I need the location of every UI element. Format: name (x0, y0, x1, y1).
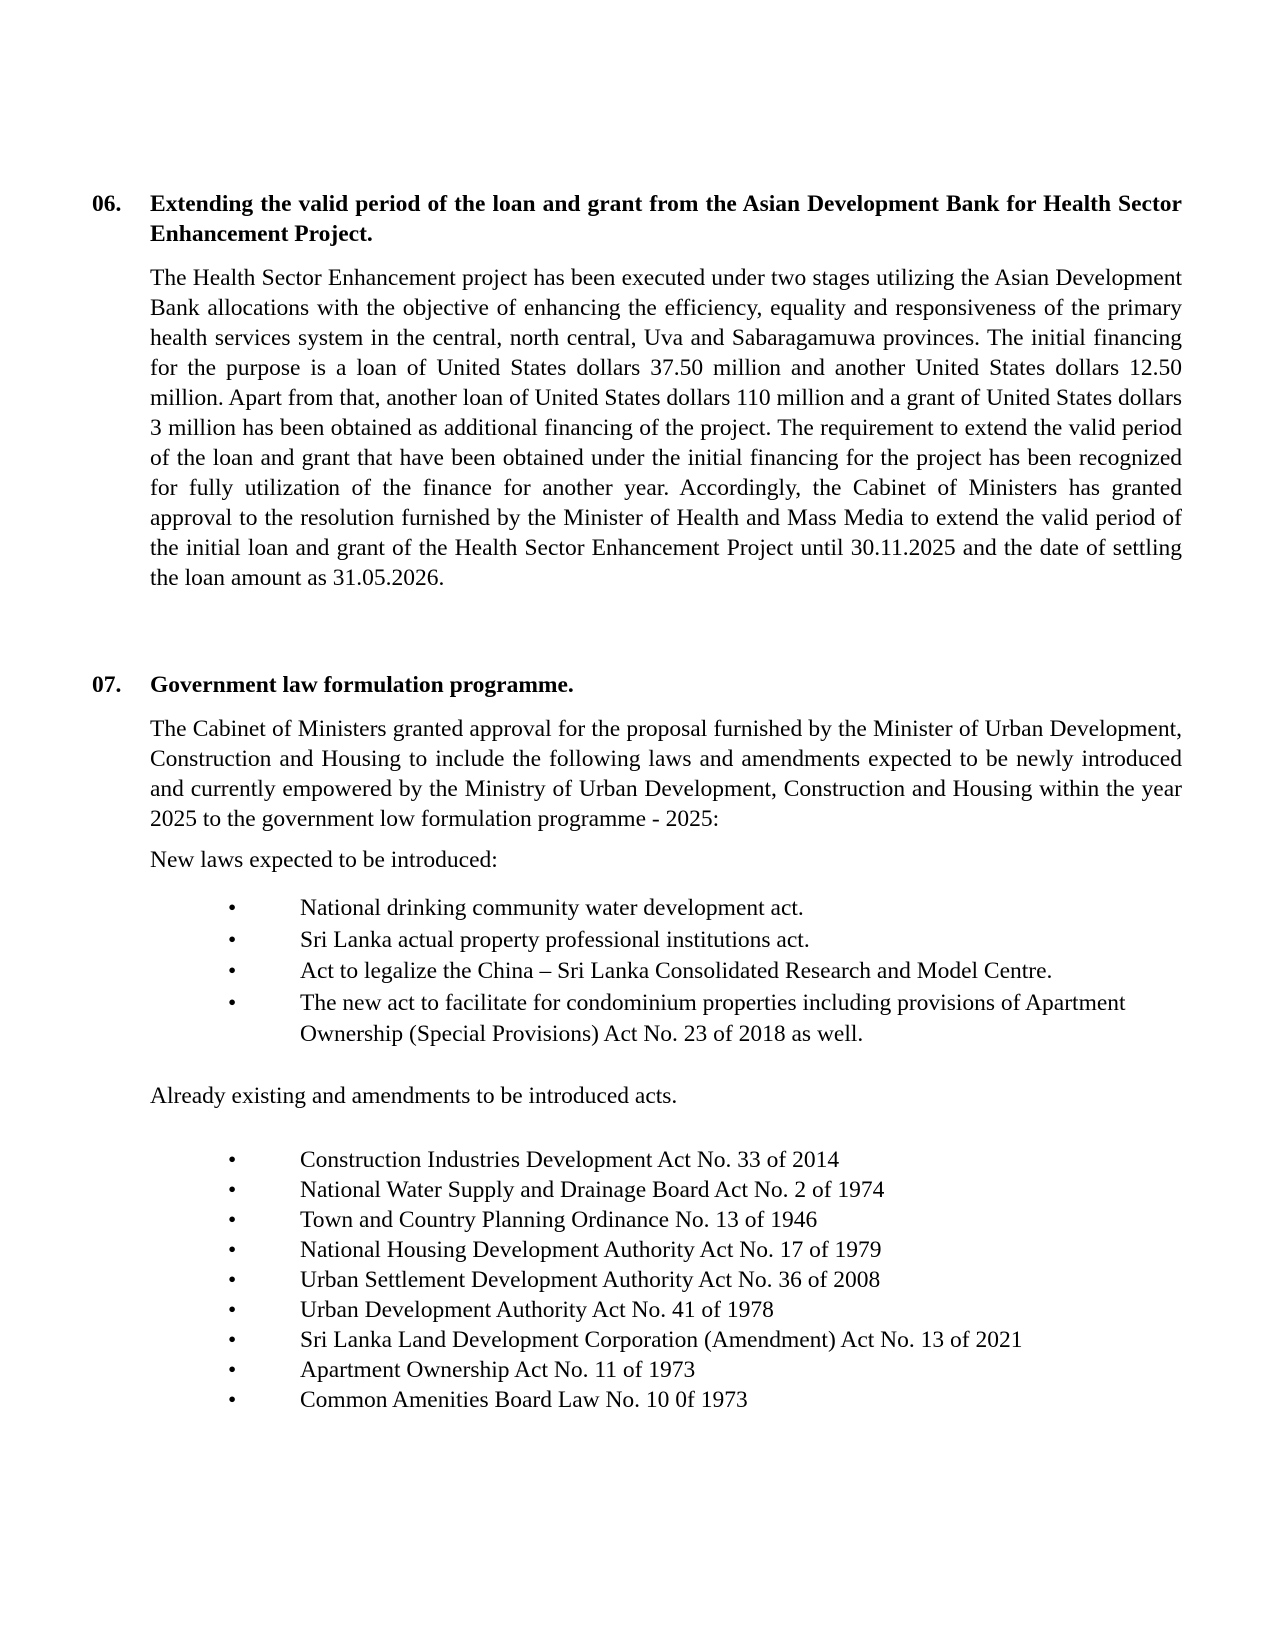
list-item-text: National Housing Development Authority Act No. 17 of 1979 (300, 1237, 882, 1263)
list-item-text: Urban Development Authority Act No. 41 of 1978 (300, 1297, 774, 1323)
list-item (92, 1385, 1182, 1415)
list-item (92, 1325, 1182, 1355)
new-laws-heading: New laws expected to be introduced: (150, 847, 498, 873)
list-item-text: Apartment Ownership Act No. 11 of 1973 (300, 1357, 696, 1383)
existing-acts-heading-wrap (92, 1081, 1182, 1111)
list-item-text: Act to legalize the China – Sri Lanka Consolidated Research and Model Centre. (300, 958, 1053, 984)
section-06-title: Extending the valid period of the loan and grant from the Asian Development Bank for Health Sector Enhancement Project. (150, 191, 1182, 247)
section-06-number: 06. (92, 191, 122, 217)
section-06-paragraph: The Health Sector Enhancement project has been executed under two stages utilizing the Asian Development Bank allocations with the objective of enhancing the efficiency, equality and responsiveness of the primary health services system in the central, north central, Uva and Sabaragamuwa provinces. The initial financing for the purpose is a loan of United States dollars 37.50 million and another United States dollars 12.50 million. Apart from that, another loan of United States dollars 110 million and a grant of United States dollars 3 million has been obtained as additional financing of the project. The requirement to extend the valid period of the loan and grant that have been obtained under the initial financing for the project has been recognized for fully utilization of the finance for another year. Accordingly, the Cabinet of Ministers has granted approval to the resolution furnished by the Minister of Health and Mass Media to extend the valid period of the initial loan and grant of the Health Sector Enhancement Project until 30.11.2025 and the date of settling the loan amount as 31.05.2026. (150, 265, 1182, 591)
bullet-icon: • (228, 1177, 237, 1203)
list-item-text: Urban Settlement Development Authority Act No. 36 of 2008 (300, 1267, 881, 1293)
new-laws-list-wrap (92, 893, 1182, 1051)
bullet-icon: • (228, 1237, 237, 1263)
bullet-icon: • (228, 895, 237, 921)
bullet-icon: • (228, 1147, 237, 1173)
bullet-icon: • (228, 1207, 237, 1233)
bullet-icon: • (228, 1267, 237, 1293)
list-item (92, 1265, 1182, 1295)
section-07-heading (92, 670, 1182, 700)
list-item (92, 988, 1182, 1051)
section-06 (92, 189, 1182, 593)
list-item (92, 1235, 1182, 1265)
bullet-icon: • (228, 1357, 237, 1383)
list-item (92, 925, 1182, 957)
section-07-number: 07. (92, 672, 122, 698)
existing-acts-list (92, 1145, 1182, 1415)
list-item-text: Town and Country Planning Ordinance No. 13 of 1946 (300, 1207, 818, 1233)
list-item-text: Sri Lanka actual property professional institutions act. (300, 926, 810, 953)
list-item (92, 1295, 1182, 1325)
list-item-text: The new act to facilitate for condominium properties including provisions of Apartment Ownership (Special Provisions) Act No. 23 of 2018 as well. (300, 989, 1126, 1047)
section-06-heading (92, 189, 1182, 249)
list-item (92, 1175, 1182, 1205)
section-07-paragraph: The Cabinet of Ministers granted approval for the proposal furnished by the Minister of Urban Development, Construction and Housing to include the following laws and amendments expected to be newly introduced and currently empowered by the Ministry of Urban Development, Construction and Housing within the year 2025 to the government low formulation programme - 2025: (150, 716, 1182, 832)
list-item (92, 1145, 1182, 1175)
bullet-icon: • (228, 1387, 237, 1413)
list-item-text: Sri Lanka Land Development Corporation (Amendment) Act No. 13 of 2021 (300, 1327, 1023, 1353)
list-item-text: National Water Supply and Drainage Board Act No. 2 of 1974 (300, 1177, 885, 1203)
list-item (92, 1355, 1182, 1385)
list-item-text: National drinking community water development act. (300, 895, 804, 921)
section-07 (92, 670, 1182, 875)
list-item-text: Construction Industries Development Act No. 33 of 2014 (300, 1147, 840, 1173)
bullet-icon: • (228, 1327, 237, 1353)
list-item (92, 893, 1182, 925)
existing-acts-list-wrap (92, 1145, 1182, 1415)
existing-acts-heading: Already existing and amendments to be introduced acts. (150, 1083, 678, 1109)
list-item (92, 956, 1182, 988)
bullet-icon: • (228, 1297, 237, 1323)
new-laws-list (92, 893, 1182, 1051)
section-07-title: Government law formulation programme. (150, 672, 574, 698)
bullet-icon: • (228, 989, 237, 1016)
list-item (92, 1205, 1182, 1235)
bullet-icon: • (228, 926, 237, 953)
list-item-text: Common Amenities Board Law No. 10 0f 1973 (300, 1387, 748, 1413)
bullet-icon: • (228, 958, 237, 984)
